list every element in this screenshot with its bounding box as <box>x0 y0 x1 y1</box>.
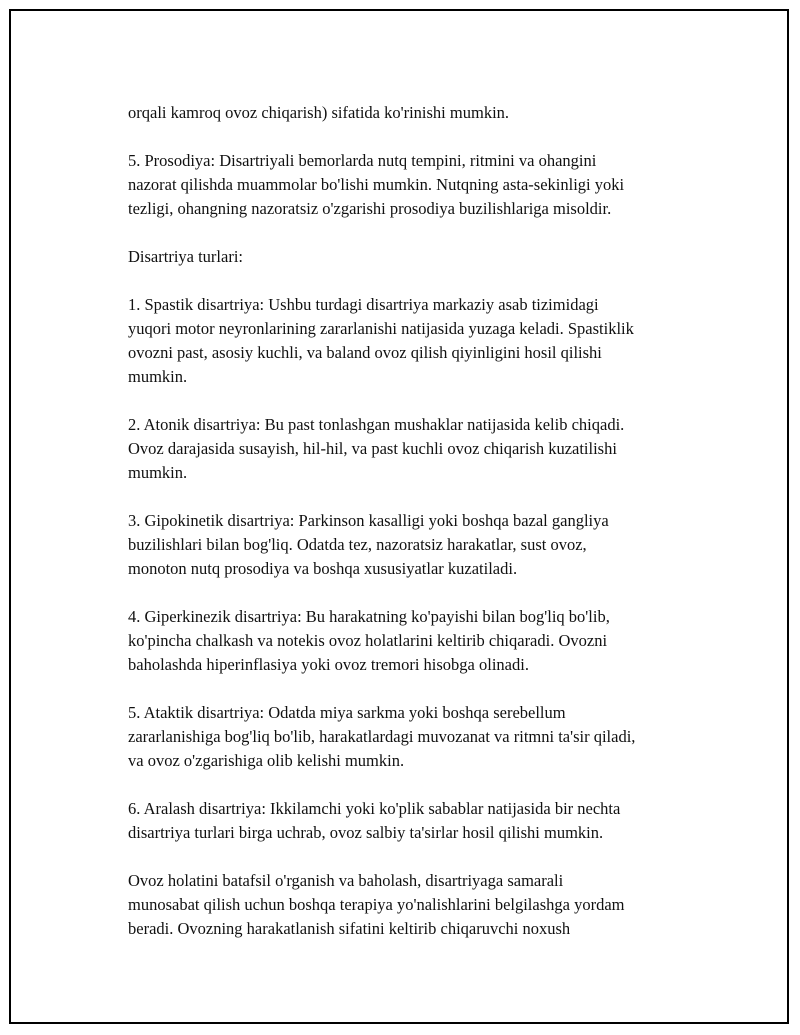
paragraph-continuation: orqali kamroq ovoz chiqarish) sifatida ko'rinishi mumkin. <box>128 103 510 122</box>
paragraph-gipokinetik: 3. Gipokinetik disartriya: Parkinson kasalligi yoki boshqa bazal gangliya buzilishlari bilan bog'liq. Odatda tez, nazoratsiz harakatlar, sust ovoz, monoton nutq prosodiya va boshqa xususiyatlar kuzatiladi. <box>128 511 609 578</box>
section-heading-disartriya-turlari: Disartriya turlari: <box>128 247 244 266</box>
document-body <box>128 101 708 941</box>
paragraph-prosodiya: 5. Prosodiya: Disartriyali bemorlarda nutq tempini, ritmini va ohangini nazorat qilishda muammolar bo'lishi mumkin. Nutqning asta-sekinligi yoki tezligi, ohangning nazoratsiz o'zgarishi prosodiya buzilishlariga misoldir. <box>128 151 625 218</box>
paragraph-aralash: 6. Aralash disartriya: Ikkilamchi yoki ko'plik sabablar natijasida bir nechta disartriya turlari birga uchrab, ovoz salbiy ta'sirlar hosil qilishi mumkin. <box>128 799 621 842</box>
paragraph-spastik: 1. Spastik disartriya: Ushbu turdagi disartriya markaziy asab tizimidagi yuqori motor neyronlarining zararlanishi natijasida yuzaga keladi. Spastiklik ovozni past, asosiy kuchli, va baland ovoz qilish qiyinligini hosil qilishi mumkin. <box>128 295 634 386</box>
paragraph-ataktik: 5. Ataktik disartriya: Odatda miya sarkma yoki boshqa serebellum zararlanishiga bog'liq bo'lib, harakatlardagi muvozanat va ritmni ta'sir qiladi, va ovoz o'zgarishiga olib kelishi mumkin. <box>128 703 636 770</box>
paragraph-giperkinezik: 4. Giperkinezik disartriya: Bu harakatning ko'payishi bilan bog'liq bo'lib, ko'pincha chalkash va notekis ovoz holatlarini keltirib chiqaradi. Ovozni baholashda hiperinflasiya yoki ovoz tremori hisobga olinadi. <box>128 607 610 674</box>
page-frame <box>9 9 789 1024</box>
paragraph-atonik: 2. Atonik disartriya: Bu past tonlashgan mushaklar natijasida kelib chiqadi. Ovoz darajasida susayish, hil-hil, va past kuchli ovoz chiqarish kuzatilishi mumkin. <box>128 415 625 482</box>
paragraph-conclusion: Ovoz holatini batafsil o'rganish va baholash, disartriyaga samarali munosabat qilish uchun boshqa terapiya yo'nalishlarini belgilashga yordam beradi. Ovozning harakatlanish sifatini keltirib chiqaruvchi noxush <box>128 871 625 938</box>
